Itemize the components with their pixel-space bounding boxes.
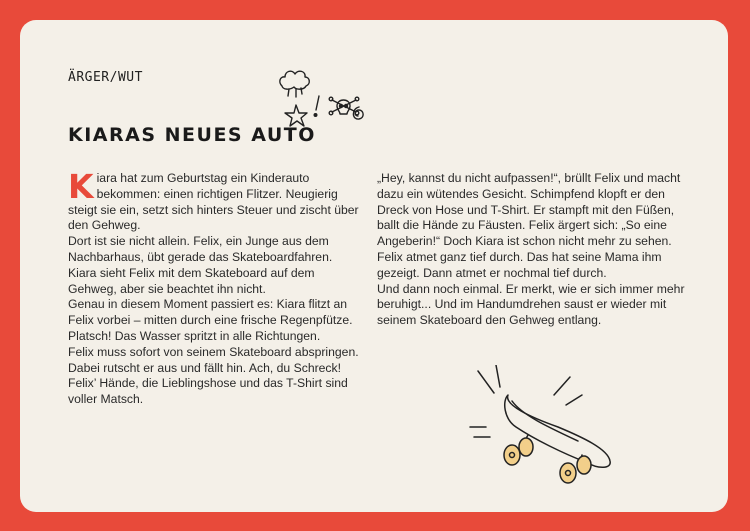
story-paragraph: Felix atmet ganz tief durch. Das hat seine Mama ihm gezeigt. Dann atmet er nochmal tief durch. bbox=[377, 249, 662, 280]
anger-symbols-icon bbox=[274, 60, 370, 130]
story-card bbox=[20, 20, 728, 512]
story-paragraph: Und dann noch einmal. Er merkt, wie er sich immer mehr beruhigt... Und im Handumdrehen saust er wieder mit seinem Skateboard den Gehweg entlang. bbox=[377, 281, 685, 328]
story-paragraph: Felix muss sofort von seinem Skateboard abspringen. Dabei rutscht er aus und fällt hin. Ach, du Schreck! Felix’ Hände, die Lieblingshose und das T-Shirt sind voller Matsch. bbox=[68, 344, 359, 407]
story-paragraph: iara hat zum Geburtstag ein Kinderauto bekommen: einen richtigen Flitzer. Neugierig steigt sie ein, setzt sich hinters Steuer und zischt über den Gehweg. bbox=[68, 171, 359, 233]
drop-cap-letter: K bbox=[68, 167, 94, 206]
story-column-left bbox=[68, 167, 364, 408]
skateboard-icon bbox=[450, 365, 620, 485]
story-title: KIARAS NEUES AUTO bbox=[68, 124, 316, 146]
story-column-right bbox=[377, 171, 687, 329]
story-paragraph: Genau in diesem Moment passiert es: Kiara flitzt an Felix vorbei – mitten durch eine frische Regenpfütze. Platsch! Das Wasser spritzt in alle Richtungen. bbox=[68, 297, 353, 343]
story-paragraph: „Hey, kannst du nicht aufpassen!“, brüllt Felix und macht dazu ein wütendes Gesicht. Schimpfend klopft er den Dreck von Hose und T-Shirt. Er stampft mit den Füßen, ballt die Hände zu Fäusten. Felix ärgert sich: „So eine Angeberin!“ Doch Kiara ist schon nicht mehr zu sehen. bbox=[377, 171, 681, 249]
story-paragraph: Dort ist sie nicht allein. Felix, ein Junge aus dem Nachbarhaus, übt gerade das Skateboardfahren. Kiara sieht Felix mit dem Skateboard auf dem Gehweg, aber sie beachtet ihn nicht. bbox=[68, 234, 333, 296]
category-label: ÄRGER/WUT bbox=[68, 70, 143, 85]
